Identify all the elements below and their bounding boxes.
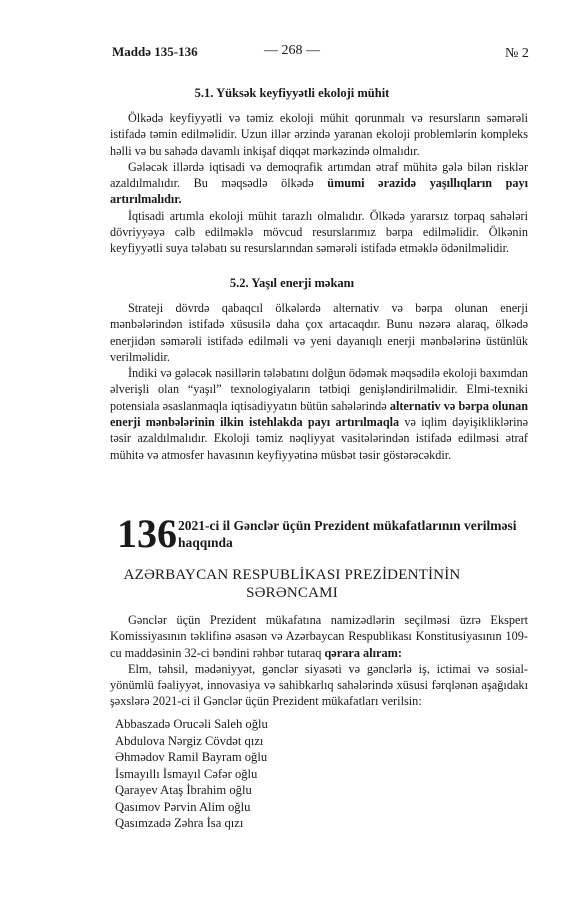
issue-number: № 2 (505, 46, 529, 61)
section-1-title: 5.1. Yüksək keyfiyyətli ekoloji mühit (194, 86, 390, 100)
decree-paragraph-1-text: Gənclər üçün Prezident mükafatına namizədlərin seçilməsi üzrə Ekspert Komissiyasının təklifinə əsasən və Azərbaycan Respublikası Konstitusiyasının 109-cu maddəsinin 32-ci bəndini rəhbər tutaraq (110, 613, 528, 660)
section-1-body (110, 110, 528, 257)
page-number: — 268 — (264, 43, 320, 58)
section-2-body (110, 300, 528, 463)
decree-title-line-1: AZƏRBAYCAN RESPUBLİKASI PREZİDENTİNİN (123, 567, 461, 583)
section-2-paragraph-2-emphasis: alternativ və bərpa olunan enerji mənbələrinin ilkin istehlakda payı artırılmaqla (110, 398, 529, 430)
article-range: Maddə 135-136 (112, 44, 198, 59)
section-2-paragraph-1: Strateji dövrdə qabaqcıl ölkələrdə alternativ və bərpa olunan enerji mənbələrindən istifadə xüsusilə daha çox artacaqdır. Bunu nəzərə alaraq, ölkədə enerjidən səmərəli istifadə edilməli və yeni dayanıqlı enerji mənbələrinə üstünlük verilməlidir. (110, 301, 528, 364)
decree-paragraph-1-emphasis: qərara alıram: (324, 645, 402, 660)
section-2-paragraph-2 (110, 365, 528, 463)
section-1-paragraph-3: İqtisadi artımla ekoloji mühit tarazlı olmalıdır. Ölkədə yararsız torpaq sahələri dövriyyəyə cəlb edilməklə mövcud resurslarımız bərpa edilməlidir. Ölkənin keyfiyyətli suya tələbatı su resurslarından səmərəli istifadə etməklə ödənilməlidir. (110, 208, 528, 256)
awardee-list (115, 716, 268, 832)
list-item: Əhmədov Ramil Bayram oğlu (115, 750, 268, 764)
decree-body (110, 612, 528, 710)
list-item: Qasımzadə Zəhra İsa qızı (115, 816, 244, 830)
list-item: İsmayıllı İsmayıl Cəfər oğlu (115, 766, 258, 781)
list-item: Qarayev Ataş İbrahim oğlu (115, 783, 252, 797)
list-item: Abbaszadə Orucəli Saleh oğlu (115, 717, 268, 731)
list-item: Qasımov Pərvin Alim oğlu (115, 799, 251, 814)
section-1-paragraph-1: Ölkədə keyfiyyətli və təmiz ekoloji mühit qorunmalı və resursların səmərəli istifadə təmin edilməlidir. Uzun illər ərzində yaranan ekoloji problemlərin kompleks həlli və bu sahədə davamlı inkişaf diqqət mərkəzində olmalıdır. (110, 111, 528, 158)
decree-title-line-2: SƏRƏNCAMI (246, 585, 338, 601)
decree-heading: 2021-ci il Gənclər üçün Prezident mükafatlarının verilməsi haqqında (178, 518, 517, 550)
section-2-paragraph-2-text: İndiki və gələcək nəsillərin tələbatını dolğun ödəmək məqsədilə ekoloji baxımdan əlverişli olan “yaşıl” texnologiyaların tətbiqi genişləndirilməlidir. Elmi-texniki potensiala əsaslanmaqla iqtisadiyyatın bütün sahələrində (110, 366, 528, 413)
section-2-title: 5.2. Yaşıl enerji məkanı (229, 276, 355, 290)
decree-number: 136 (117, 511, 177, 556)
list-item: Abdulova Nərgiz Cövdət qızı (115, 733, 264, 748)
decree-paragraph-1 (110, 612, 528, 661)
section-2-paragraph-2-end: və iqlim dəyişikliklərinə təsir azaldılmalıdır. Ekoloji təmiz nəqliyyat vasitələrindən istifadə edilməsi ətraf mühitə və atmosfer havasının keyfiyyətinə müsbət təsir göstərəcəkdir. (110, 415, 528, 462)
decree-paragraph-2: Elm, təhsil, mədəniyyət, gənclər siyasəti və gənclərlə iş, ictimai və sosial-yönümlü fəaliyyət, innovasiya və sahibkarlıq sahələrində xüsusi fərqlənən aşağıdakı şəxslərə 2021-ci il Gənclər üçün Prezident mükafatları verilsin: (110, 661, 528, 709)
section-1-paragraph-2 (110, 159, 528, 208)
section-1-paragraph-2-text: Gələcək illərdə iqtisadi və demoqrafik artımdan ətraf mühitə gələ bilən risklər azaldılmalıdır. Bu məqsədlə ölkədə (110, 159, 528, 191)
section-1-paragraph-2-emphasis: ümumi ərazidə yaşıllıqların payı artırılmalıdır. (110, 176, 528, 207)
